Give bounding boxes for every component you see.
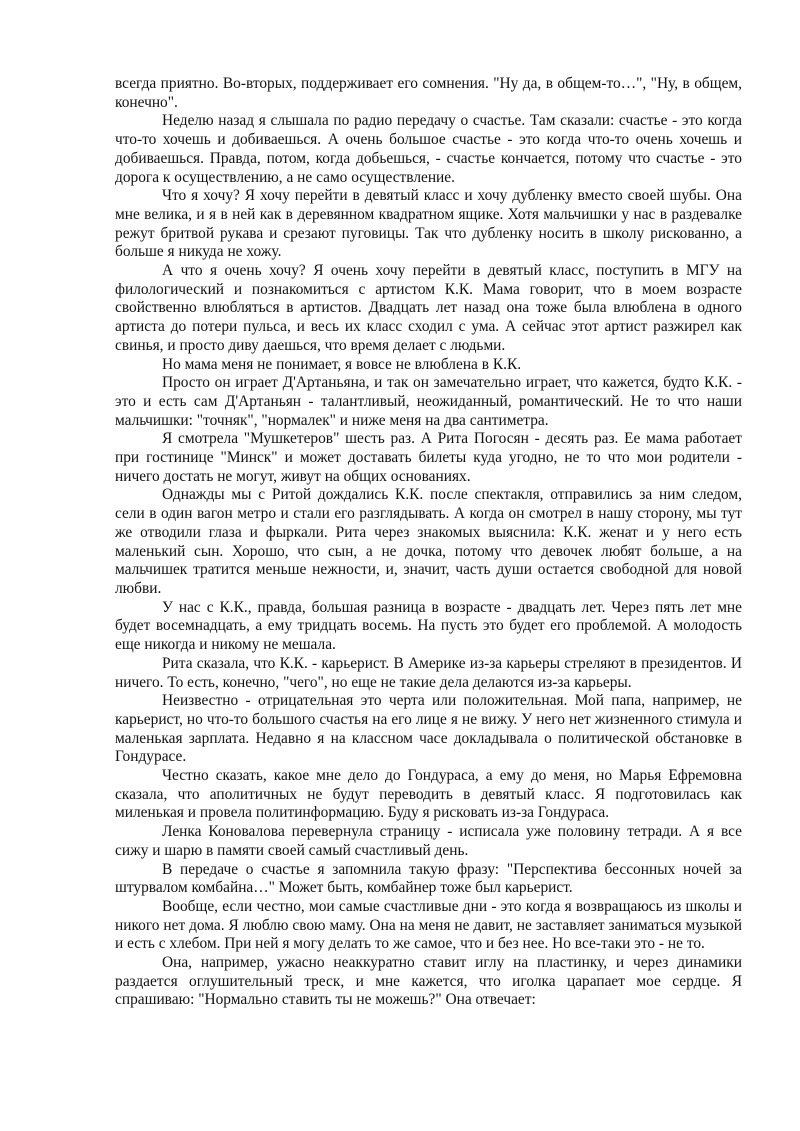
paragraph: Рита сказала, что К.К. - карьерист. В Америке из-за карьеры стреляют в президентов. И ничего. То есть, конечно, "чего", но еще не такие дела делаются из-за карьеры. — [115, 654, 742, 691]
paragraph: Неизвестно - отрицательная это черта или положительная. Мой папа, например, не карьерист, но что-то большого счастья на его лице я не вижу. У него нет жизненного стимула и маленькая зарплата. Недавно я на классном часе докладывала о политической обстановке в Гондурасе. — [115, 692, 742, 766]
paragraph: Я смотрела "Мушкетеров" шесть раз. А Рита Погосян - десять раз. Ее мама работает при гостинице "Минск" и может доставать билеты куда угодно, не то что мои родители - ничего достать не могут, живут на общих основаниях. — [115, 430, 742, 485]
paragraph: Что я хочу? Я хочу перейти в девятый класс и хочу дубленку вместо своей шубы. Она мне велика, и я в ней как в деревянном квадратном ящике. Хотя мальчишки у нас в раздевалке режут бритвой рукава и срезают пуговицы. Так что дубленку носить в школу рискованно, а больше я никуда не хожу. — [115, 187, 742, 261]
paragraph: А что я очень хочу? Я очень хочу перейти в девятый класс, поступить в МГУ на филологический и познакомиться с артистом К.К. Мама говорит, что в моем возрасте свойственно влюбляться в артистов. Двадцать лет назад она тоже была влюблена в одного артиста до потери пульса, и весь их класс сходил с ума. А сейчас этот артист разжирел как свинья, и просто диву даешься, что время делает с людьми. — [115, 262, 742, 354]
paragraph: Но мама меня не понимает, я вовсе не влюблена в К.К. — [162, 355, 522, 373]
paragraph: Она, например, ужасно неаккуратно ставит иглу на пластинку, и через динамики раздается оглушительный треск, и мне кажется, что иголка царапает мое сердце. Я спрашиваю: "Нормально ставить ты не можешь?" Она отвечает: — [115, 954, 742, 1009]
paragraph: Честно сказать, какое мне дело до Гондураса, а ему до меня, но Марья Ефремовна сказала, что аполитичных не будут переводить в девятый класс. Я подготовилась как миленькая и провела политинформацию. Буду я рисковать из-за Гондураса. — [115, 767, 742, 822]
paragraph: Вообще, если честно, мои самые счастливые дни - это когда я возвращаюсь из школы и никого нет дома. Я люблю свою маму. Она на меня не давит, не заставляет заниматься музыкой и есть с хлебом. При ней я могу делать то же самое, что и без нее. Но все-таки это - не то. — [115, 897, 742, 953]
paragraph: Просто он играет Д'Артаньяна, и так он замечательно играет, что кажется, будто К.К. - это и есть сам Д'Артаньян - талантливый, неожиданный, романтический. Не то что наши мальчишки: "точняк", "нормалек" и ниже меня на два сантиметра. — [115, 374, 742, 429]
paragraph: У нас с К.К., правда, большая разница в возрасте - двадцать лет. Через пять лет мне будет восемнадцать, а ему тридцать восемь. На пусть это будет его проблемой. А молодость еще никогда и никому не мешала. — [115, 598, 742, 654]
paragraph: Однажды мы с Ритой дождались К.К. после спектакля, отправились за ним следом, сели в один вагон метро и стали его разглядывать. А когда он смотрел в нашу сторону, мы тут же отводили глаза и фыркали. Рита через знакомых выяснила: К.К. женат и у него есть маленький сын. Хорошо, что сын, а не дочка, потому что девочек любят больше, а на мальчишек тратится меньше нежности, и, значит, часть души остается свободной для новой любви. — [115, 486, 742, 597]
paragraph: Неделю назад я слышала по радио передачу о счастье. Там сказали: счастье - это когда что-то хочешь и добиваешься. А очень большое счастье - это когда что-то очень хочешь и добиваешься. Правда, потом, когда добьешься, - счастье кончается, потому что счастье - это дорога к осуществлению, а не само осуществление. — [115, 112, 742, 186]
paragraph: В передаче о счастье я запомнила такую фразу: "Перспектива бессонных ночей за штурвалом комбайна…" Может быть, комбайнер тоже был карьерист. — [115, 860, 742, 897]
document-page — [115, 75, 742, 1010]
paragraph: всегда приятно. Во-вторых, поддерживает его сомнения. "Ну да, в общем-то…", "Ну, в общем, конечно". — [115, 75, 742, 111]
paragraph: Ленка Коновалова перевернула страницу - исписала уже половину тетради. А я все сижу и шарю в памяти своей самый счастливый день. — [115, 823, 742, 859]
